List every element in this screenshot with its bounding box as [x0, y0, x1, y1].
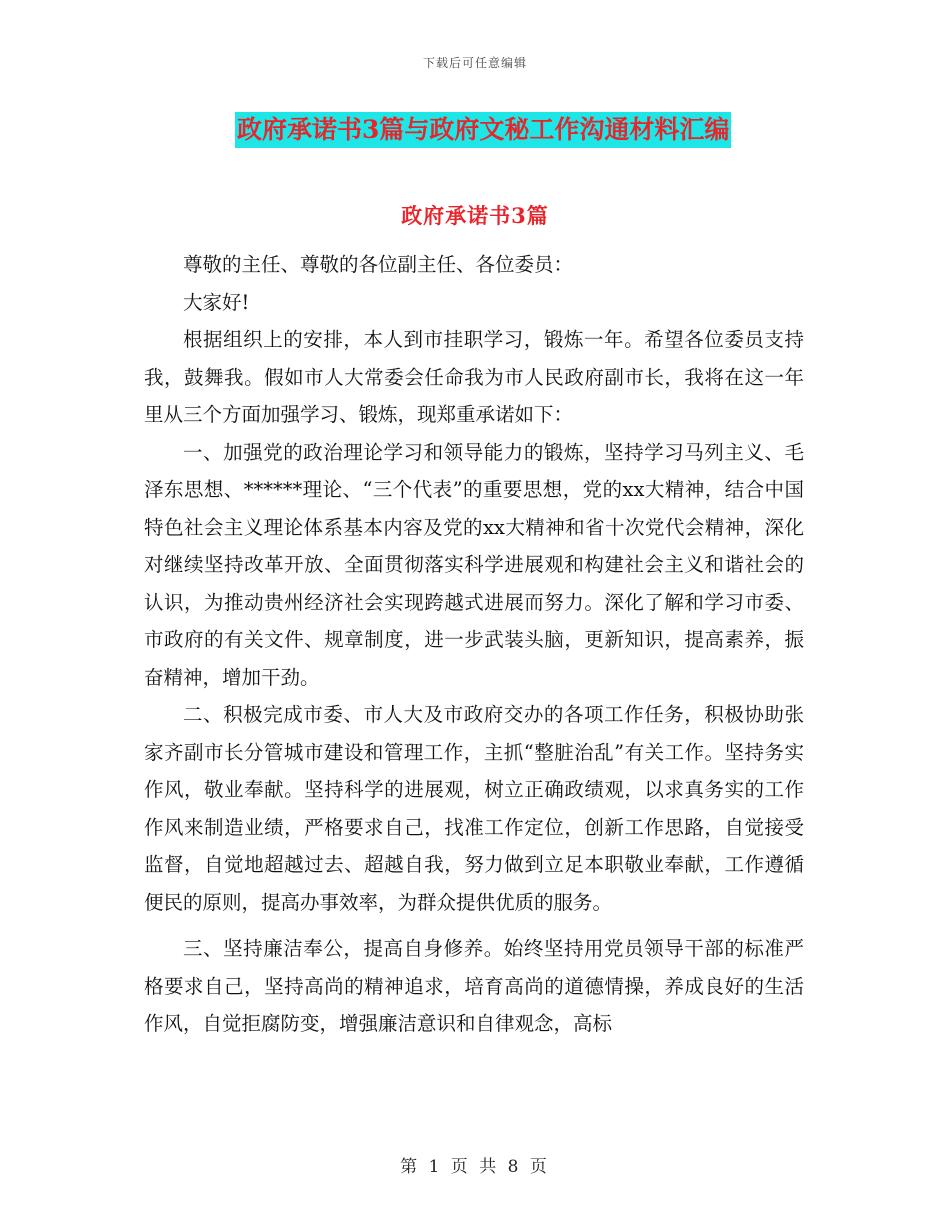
header-note: 下载后可任意编辑: [422, 56, 527, 70]
section-title: 政府承诺书3篇: [401, 203, 549, 228]
salutation: 尊敬的主任、尊敬的各位副主任、各位委员：: [183, 253, 574, 276]
body-text: [144, 246, 804, 1043]
document-title: 政府承诺书3篇与政府文秘工作沟通材料汇编: [235, 112, 731, 148]
page-footer: 第 1 页 共 8 页: [400, 1157, 550, 1177]
pledge-paragraph-3: 三、坚持廉洁奉公，提高自身修养。始终坚持用党员领导干部的标准严格要求自己，坚持高尚的精神追求，培育高尚的道德情操，养成良好的生活作风，自觉拒腐防变，增强廉洁意识和自律观念，高标: [144, 937, 804, 1035]
pledge-paragraph-1: 一、加强党的政治理论学习和领导能力的锻炼，坚持学习马列主义、毛泽东思想、******理论、“三个代表”的重要思想，党的xx大精神，结合中国特色社会主义理论体系基本内容及党的xx大精神和省十次党代会精神，深化对继续坚持改革开放、全面贯彻落实科学进展观和构建社会主义和谐社会的认识，为推动贵州经济社会实现跨越式进展而努力。深化了解和学习市委、市政府的有关文件、规章制度，进一步武装头脑，更新知识，提高素养，振奋精神，增加干劲。: [144, 440, 804, 689]
intro-paragraph: 根据组织上的安排，本人到市挂职学习，锻炼一年。希望各位委员支持我，鼓舞我。假如市人大常委会任命我为市人民政府副市长，我将在这一年里从三个方面加强学习、锻炼，现郑重承诺如下：: [144, 328, 804, 426]
pledge-paragraph-2: 二、积极完成市委、市人大及市政府交办的各项工作任务，积极协助张家齐副市长分管城市建设和管理工作，主抓“整脏治乱”有关工作。坚持务实作风，敬业奉献。坚持科学的进展观，树立正确政绩观，以求真务实的工作作风来制造业绩，严格要求自己，找准工作定位，创新工作思路，自觉接受监督，自觉地超越过去、超越自我，努力做到立足本职敬业奉献，工作遵循便民的原则，提高办事效率，为群众提供优质的服务。: [144, 703, 804, 914]
greeting: 大家好!: [183, 290, 250, 314]
